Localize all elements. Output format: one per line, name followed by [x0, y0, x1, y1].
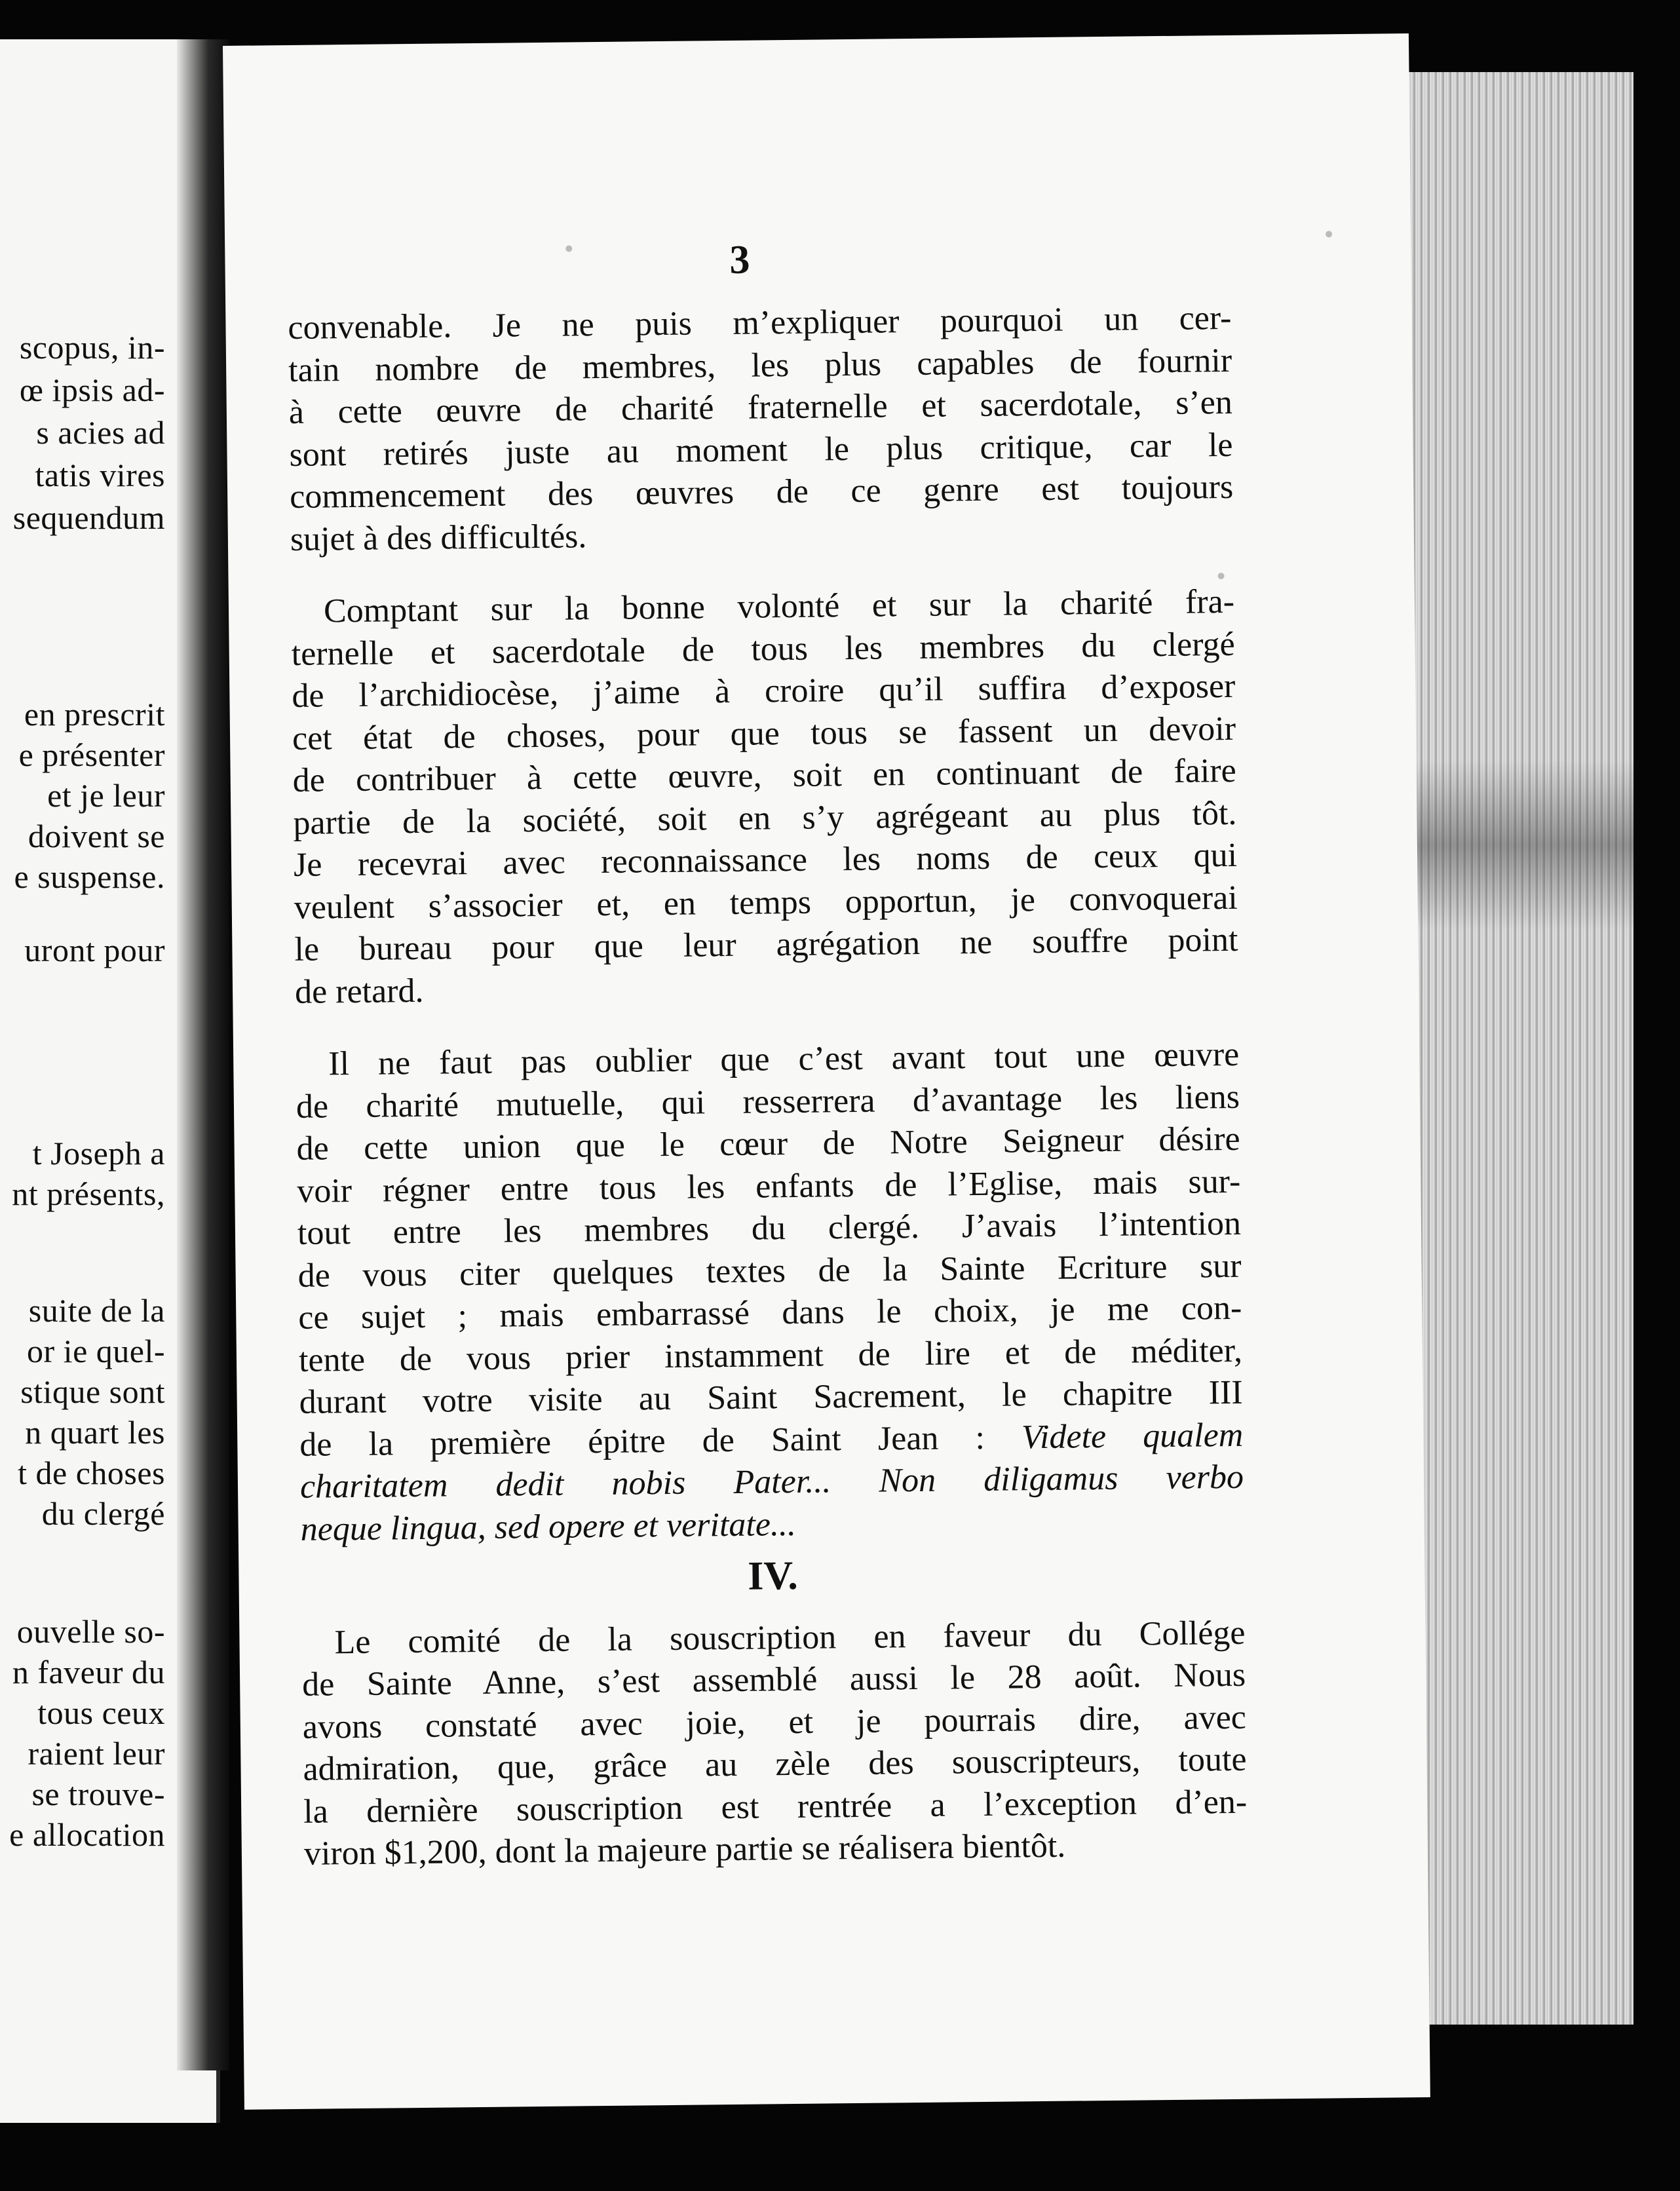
text-fragment: de la première épitre de Saint Jean : — [299, 1418, 1022, 1464]
left-page-line: raient leur — [28, 1735, 165, 1772]
left-page-line: e présenter — [18, 736, 165, 773]
left-page-line: tatis vires — [35, 457, 165, 493]
left-page-line: sequendum — [12, 499, 165, 536]
paper-speck — [1218, 573, 1225, 579]
quote-fragment: Videte qualem — [1021, 1416, 1244, 1456]
text-line: sont retirés juste au moment le plus critique, car le — [289, 426, 1233, 474]
text-line: veulent s’associer et, en temps opportun, je convoquerai — [294, 879, 1238, 926]
book-gutter — [177, 39, 229, 2070]
text-line: tain nombre de membres, les plus capables de fournir — [288, 341, 1232, 389]
left-page-line: scopus, in- — [19, 329, 165, 366]
paragraph-2 — [291, 581, 1239, 1014]
text-line: Je recevrai avec reconnaissance les noms de ceux qui — [293, 836, 1238, 884]
text-line: tente de vous prier instamment de lire et de méditer, — [298, 1331, 1243, 1379]
text-line: la dernière souscription est rentrée a l’exception d’en- — [303, 1783, 1248, 1831]
left-page-line: et je leur — [47, 777, 165, 814]
text-line: ce sujet ; mais embarrassé dans le choix, je me con- — [298, 1289, 1242, 1337]
text-line: convenable. Je ne puis m’expliquer pourquoi un cer- — [288, 299, 1232, 347]
left-page-line: n faveur du — [12, 1654, 165, 1690]
quote-line: neque lingua, sed opere et veritate... — [300, 1505, 797, 1548]
text-line: de retard. — [294, 972, 424, 1011]
left-page-line: œ ipsis ad- — [19, 372, 165, 408]
text-line: tout entre les membres du clergé. J’avais l’intention — [297, 1204, 1242, 1252]
page-edges — [1396, 72, 1633, 2025]
left-page-line: ouvelle so- — [16, 1613, 165, 1650]
text-line: de Sainte Anne, s’est assemblé aussi le 28 août. Nous — [301, 1656, 1246, 1704]
text-line: admiration, que, grâce au zèle des souscripteurs, toute — [303, 1740, 1247, 1788]
left-page-line: du clergé — [41, 1495, 165, 1532]
paragraph-3 — [296, 1034, 1244, 1466]
left-page-line: e suspense. — [14, 858, 165, 895]
text-line: cet état de choses, pour que tous se fassent un devoir — [292, 710, 1236, 757]
left-page-line: s acies ad — [36, 414, 165, 451]
text-line: durant votre visite au Saint Sacrement, le chapitre III — [299, 1373, 1243, 1421]
text-line: de l’archidiocèse, j’aime à croire qu’il suffira d’exposer — [292, 667, 1236, 715]
paragraph-1 — [288, 297, 1234, 561]
section-heading: IV. — [747, 1553, 799, 1599]
left-page-line: t de choses — [18, 1455, 165, 1491]
left-page-line: suite de la — [28, 1292, 165, 1329]
body-text — [288, 297, 1248, 1875]
text-line: Comptant sur la bonne volonté et sur la charité fra- — [323, 582, 1235, 630]
text-line: Le comité de la souscription en faveur du Collége — [334, 1614, 1246, 1661]
text-line: de vous citer quelques textes de la Sainte Ecriture sur — [297, 1247, 1242, 1295]
left-page-line: stique sont — [20, 1373, 165, 1410]
paragraph-4 — [301, 1612, 1248, 1875]
page-edge-shadow — [1398, 760, 1633, 930]
text-line: commencement des œuvres de ce genre est toujours — [289, 468, 1234, 516]
left-page-line: tous ceux — [37, 1694, 165, 1731]
text-line: à cette œuvre de charité fraternelle et sacerdotale, s’en — [288, 383, 1233, 431]
left-page-line: doivent se — [28, 818, 165, 854]
text-line: avons constaté avec joie, et je pourrais dire, avec — [302, 1698, 1247, 1746]
quote-line: charitatem dedit nobis Pater... Non diligamus verbo — [299, 1458, 1244, 1506]
left-page-line: nt présents, — [12, 1175, 165, 1212]
left-page-line: en prescrit — [24, 696, 165, 733]
text-line: de cette union que le cœur de Notre Seigneur désire — [296, 1120, 1240, 1168]
text-line: le bureau pour que leur agrégation ne souffre point — [294, 921, 1238, 968]
text-line: voir régner entre tous les enfants de l’Eglise, mais sur- — [297, 1162, 1241, 1210]
left-page-line: e allocation — [9, 1816, 165, 1853]
text-line: partie de la société, soit en s’y agrégeant au plus tôt. — [293, 794, 1237, 842]
left-page-line: se trouve- — [31, 1776, 165, 1812]
text-line: de contribuer à cette œuvre, soit en continuant de faire — [292, 752, 1236, 799]
text-line: de charité mutuelle, qui resserrera d’avantage les liens — [296, 1078, 1240, 1126]
paper-speck — [1326, 231, 1332, 237]
text-line: Il ne faut pas oublier que c’est avant tout une œuvre — [328, 1035, 1240, 1083]
text-line: ternelle et sacerdotale de tous les membres du clergé — [291, 625, 1235, 673]
left-page-line: uront pour — [24, 932, 165, 968]
left-page-line: n quart les — [25, 1414, 165, 1451]
latin-quote — [300, 1457, 1244, 1551]
left-page-line: or ie quel- — [27, 1333, 165, 1369]
text-line: viron $1,200, dont la majeure partie se réalisera bientôt. — [303, 1827, 1066, 1873]
text-line: sujet à des difficultés. — [290, 517, 587, 558]
page-number: 3 — [729, 237, 750, 282]
main-page — [223, 33, 1430, 2110]
paper-speck — [565, 245, 572, 252]
left-page-line: t Joseph a — [32, 1135, 165, 1172]
